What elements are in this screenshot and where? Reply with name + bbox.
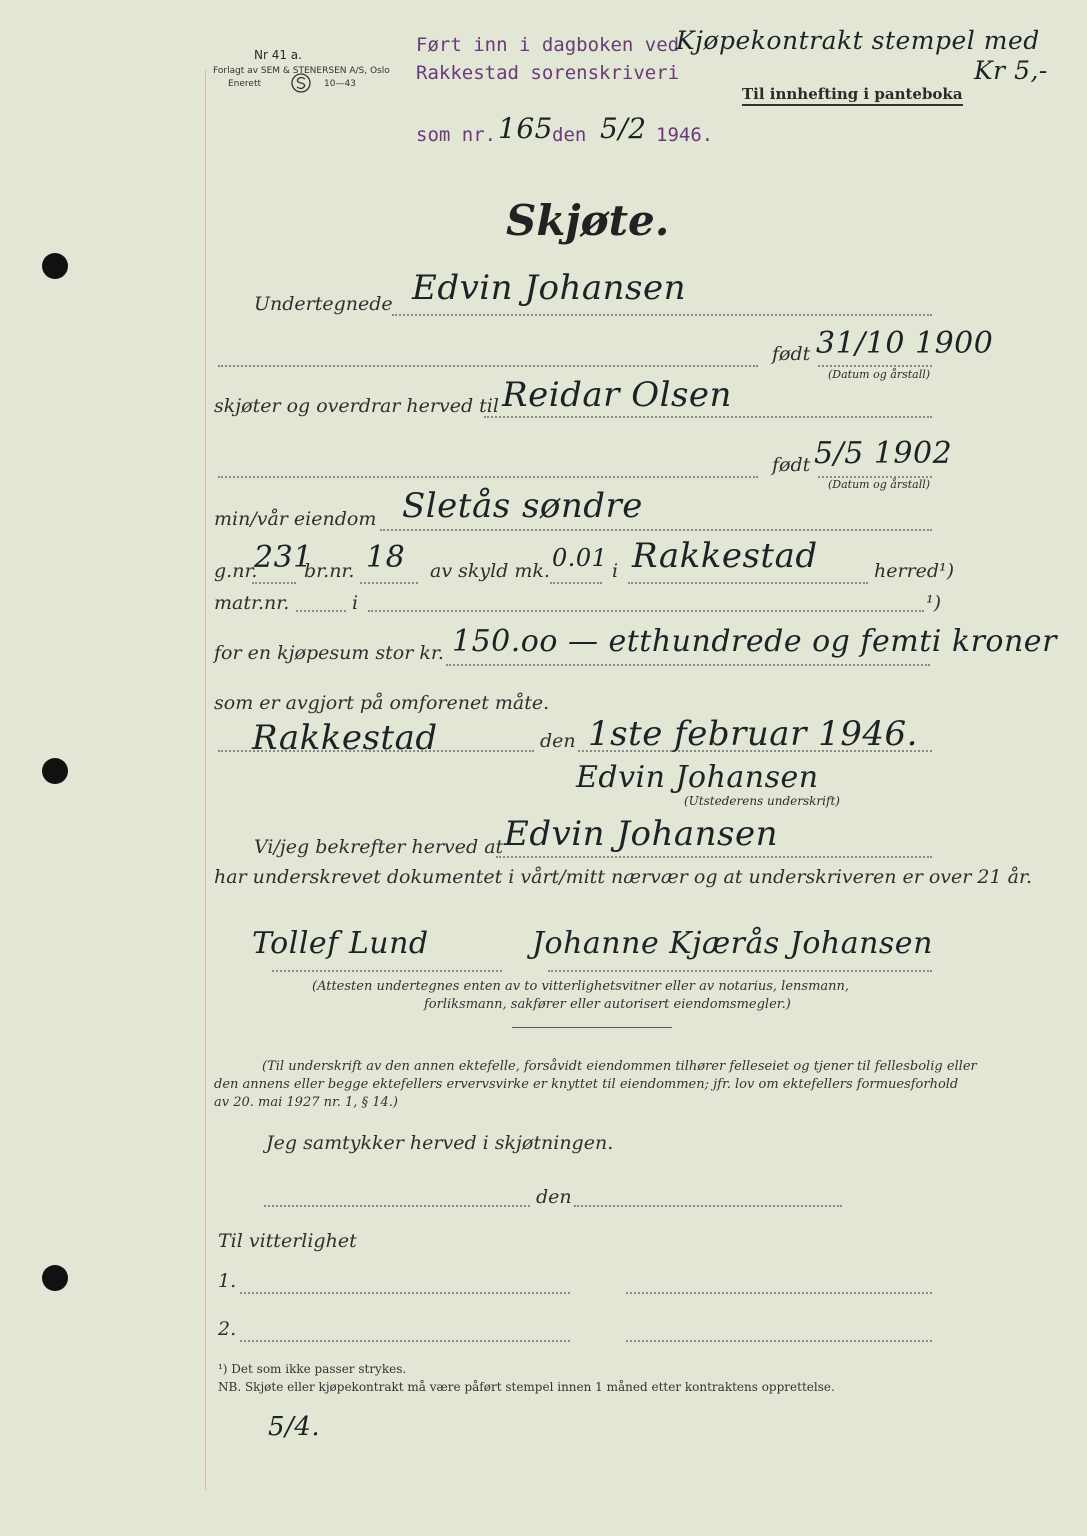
buyer-fodt-label: født [772, 454, 811, 476]
matr-herred-line [368, 610, 924, 612]
buyer-line [484, 416, 932, 418]
place-value: Rakkestad [252, 718, 438, 758]
vitterlighet-label: Til vitterlighet [218, 1230, 357, 1252]
avgjort-text: som er avgjort på omforenet måte. [214, 692, 550, 714]
punch-hole [42, 1265, 68, 1291]
top-note-line-1: Kjøpekontrakt stempel med [676, 26, 1040, 55]
spouse-den-label: den [536, 1186, 572, 1208]
form-number: Nr 41 a. [254, 48, 302, 62]
skyld-label: av skyld mk. [430, 560, 550, 582]
spouse-place-line [264, 1205, 530, 1207]
witness-1-signature: Tollef Lund [252, 926, 429, 961]
skyld-line [550, 582, 602, 584]
vitterlighet-1-label: 1. [218, 1270, 237, 1292]
bekrefter-line [496, 856, 932, 858]
stamp-som-nr: som nr. [416, 124, 497, 146]
top-note-line-2: Kr 5,- [974, 56, 1048, 85]
publisher-date: 10—43 [324, 79, 356, 89]
buyer-birth: 5/5 1902 [814, 436, 953, 471]
undertegnede-line [392, 314, 932, 316]
eiendom-line [380, 529, 932, 531]
issuer-signature-hint: (Utstederens underskrift) [684, 794, 840, 808]
seller-name: Edvin Johansen [412, 268, 687, 308]
herred-label: herred¹) [874, 560, 955, 582]
vitterlighet-1-line-right [626, 1292, 932, 1294]
seller-datum-hint: (Datum og årstall) [828, 368, 931, 381]
stamp-line-2: Rakkestad sorenskriveri [416, 62, 680, 84]
page-title: Skjøte. [506, 196, 670, 245]
stamp-nr-value: 165 [498, 112, 553, 145]
attest-note-line-1: (Attesten undertegnes enten av to vitterlighetsvitner eller av notarius, lensmann, [312, 979, 850, 994]
matr-line [296, 610, 346, 612]
buyer-datum-hint: (Datum og årstall) [828, 478, 931, 491]
issuer-signature: Edvin Johansen [576, 760, 819, 795]
spouse-note-line-3: av 20. mai 1927 nr. 1, § 14.) [214, 1095, 398, 1110]
spouse-note-line-2: den annens eller begge ektefellers ervervsvirke er knyttet til eiendommen; jfr. lov om ektefellers formuesforhold [214, 1077, 959, 1092]
transfer-label: skjøter og overdrar herved til [214, 395, 499, 417]
gnr-line [252, 582, 296, 584]
buyer-name: Reidar Olsen [502, 375, 732, 415]
stamp-date-value: 5/2 [600, 112, 647, 145]
bekrefter-value: Edvin Johansen [504, 814, 779, 854]
seller-extra-line [218, 365, 758, 367]
buyer-extra-line [218, 476, 758, 478]
eiendom-value: Sletås søndre [402, 486, 643, 526]
date-den-label: den [540, 730, 576, 752]
nb-text: NB. Skjøte eller kjøpekontrakt må være påført stempel innen 1 måned etter kontraktens opprettelse. [218, 1380, 835, 1394]
undertegnede-label: Undertegnede [254, 293, 393, 315]
stamp-year: 1946. [656, 124, 714, 146]
seller-birth: 31/10 1900 [816, 326, 994, 361]
punch-hole [42, 253, 68, 279]
filing-label: Til innhefting i panteboka [742, 85, 963, 106]
section-divider [512, 1027, 672, 1028]
matr-i-label: i [352, 592, 359, 614]
matr-label: matr.nr. [214, 592, 290, 614]
date-value: 1ste februar 1946. [588, 714, 918, 754]
matr-close: ¹) [926, 592, 942, 614]
witness-1-line [272, 970, 502, 972]
vitterlighet-2-label: 2. [218, 1318, 237, 1340]
brnr-value: 18 [366, 540, 406, 575]
brnr-line [360, 582, 418, 584]
i-label: i [612, 560, 619, 582]
publisher-line: Forlagt av SEM & STENERSEN A/S, Oslo [213, 66, 390, 76]
stamp-line-1: Ført inn i dagboken ved [416, 34, 680, 56]
vitterlighet-2-line-left [240, 1340, 570, 1342]
samtykke-text: Jeg samtykker herved i skjøtningen. [266, 1132, 614, 1154]
gnr-label: g.nr. [214, 560, 258, 582]
punch-hole [42, 758, 68, 784]
vitterlighet-2-line-right [626, 1340, 932, 1342]
footnote: ¹) Det som ikke passer strykes. [218, 1362, 407, 1376]
kjopesum-line [446, 664, 930, 666]
witness-2-signature: Johanne Kjærås Johansen [532, 926, 933, 961]
brnr-label: br.nr. [304, 560, 355, 582]
stamp-den: den [552, 124, 587, 146]
seller-fodt-label: født [772, 343, 811, 365]
kjopesum-label: for en kjøpesum stor kr. [214, 642, 444, 664]
skyld-value: 0.01 [552, 544, 608, 572]
spouse-date-line [574, 1205, 842, 1207]
herred-value: Rakkestad [632, 536, 818, 576]
eiendom-label: min/vår eiendom [214, 508, 377, 530]
underskrevet-text: har underskrevet dokumentet i vårt/mitt nærvær og at underskriveren er over 21 år. [214, 866, 1032, 888]
gnr-value: 231 [254, 540, 313, 575]
publisher-logo-icon [290, 72, 312, 94]
spouse-note-line-1: (Til underskrift av den annen ektefelle, forsåvidt eiendommen tilhører felleseiet og tjener til fellesbolig eller [262, 1059, 977, 1074]
vitterlighet-1-line-left [240, 1292, 570, 1294]
handwritten-mark: 5/4. [268, 1412, 321, 1442]
bekrefter-label: Vi/jeg bekrefter herved at [254, 836, 504, 858]
witness-2-line [548, 970, 932, 972]
kjopesum-value: 150.oo — etthundrede og femti kroner [452, 624, 1057, 659]
page-margin-line [205, 70, 206, 1490]
publisher-enerett: Enerett [228, 79, 262, 89]
seller-birth-line [818, 365, 932, 367]
attest-note-line-2: forliksmann, sakfører eller autorisert eiendomsmegler.) [424, 997, 791, 1012]
herred-line [628, 582, 868, 584]
